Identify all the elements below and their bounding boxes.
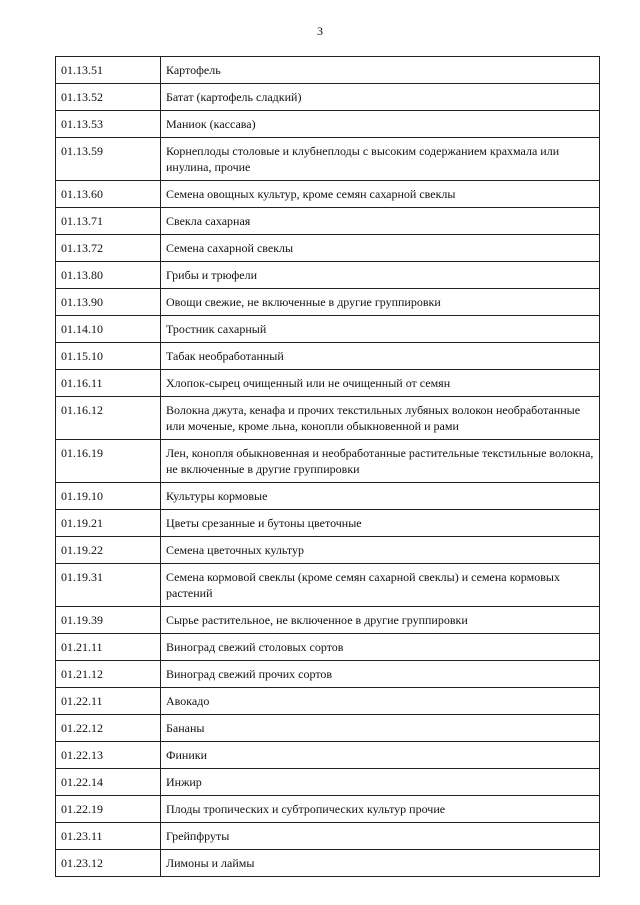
row-code: 01.13.59 xyxy=(56,138,161,181)
row-name: Сырье растительное, не включенное в другие группировки xyxy=(161,607,600,634)
table-row xyxy=(56,208,600,235)
table-row xyxy=(56,343,600,370)
row-name: Семена кормовой свеклы (кроме семян сахарной свеклы) и семена кормовых растений xyxy=(161,564,600,607)
table-row xyxy=(56,440,600,483)
table-body xyxy=(56,57,600,877)
row-code: 01.22.14 xyxy=(56,769,161,796)
row-name: Хлопок-сырец очищенный или не очищенный от семян xyxy=(161,370,600,397)
row-code: 01.13.71 xyxy=(56,208,161,235)
table-row xyxy=(56,823,600,850)
row-name: Бананы xyxy=(161,715,600,742)
row-code: 01.19.39 xyxy=(56,607,161,634)
table-row xyxy=(56,661,600,688)
table-row xyxy=(56,57,600,84)
row-code: 01.21.11 xyxy=(56,634,161,661)
row-name: Лимоны и лаймы xyxy=(161,850,600,877)
table-row xyxy=(56,510,600,537)
table-row xyxy=(56,370,600,397)
row-name: Овощи свежие, не включенные в другие группировки xyxy=(161,289,600,316)
row-code: 01.13.60 xyxy=(56,181,161,208)
row-name: Табак необработанный xyxy=(161,343,600,370)
table-row xyxy=(56,316,600,343)
table-row xyxy=(56,564,600,607)
row-code: 01.22.13 xyxy=(56,742,161,769)
table-row xyxy=(56,688,600,715)
row-name: Финики xyxy=(161,742,600,769)
row-code: 01.19.22 xyxy=(56,537,161,564)
row-name: Цветы срезанные и бутоны цветочные xyxy=(161,510,600,537)
table-row xyxy=(56,537,600,564)
table-row xyxy=(56,769,600,796)
table-row xyxy=(56,397,600,440)
table-row xyxy=(56,850,600,877)
row-name: Семена цветочных культур xyxy=(161,537,600,564)
classification-table xyxy=(55,56,600,877)
row-name: Виноград свежий столовых сортов xyxy=(161,634,600,661)
row-name: Маниок (кассава) xyxy=(161,111,600,138)
table-row xyxy=(56,262,600,289)
row-name: Грейпфруты xyxy=(161,823,600,850)
row-code: 01.16.11 xyxy=(56,370,161,397)
table-row xyxy=(56,181,600,208)
table-row xyxy=(56,289,600,316)
row-name: Батат (картофель сладкий) xyxy=(161,84,600,111)
row-code: 01.13.53 xyxy=(56,111,161,138)
table-row xyxy=(56,84,600,111)
table-row xyxy=(56,634,600,661)
table-row xyxy=(56,138,600,181)
row-name: Семена сахарной свеклы xyxy=(161,235,600,262)
row-code: 01.16.19 xyxy=(56,440,161,483)
row-code: 01.22.11 xyxy=(56,688,161,715)
row-code: 01.21.12 xyxy=(56,661,161,688)
table-row xyxy=(56,607,600,634)
row-name: Культуры кормовые xyxy=(161,483,600,510)
row-code: 01.22.12 xyxy=(56,715,161,742)
row-code: 01.23.12 xyxy=(56,850,161,877)
row-code: 01.13.72 xyxy=(56,235,161,262)
row-code: 01.22.19 xyxy=(56,796,161,823)
row-code: 01.13.52 xyxy=(56,84,161,111)
row-code: 01.13.90 xyxy=(56,289,161,316)
row-name: Картофель xyxy=(161,57,600,84)
row-name: Семена овощных культур, кроме семян сахарной свеклы xyxy=(161,181,600,208)
table-row xyxy=(56,742,600,769)
table-row xyxy=(56,483,600,510)
row-name: Волокна джута, кенафа и прочих текстильных лубяных волокон необработанные или моченые, кроме льна, конопли обыкновенной и рами xyxy=(161,397,600,440)
table-row xyxy=(56,111,600,138)
row-code: 01.13.80 xyxy=(56,262,161,289)
row-name: Авокадо xyxy=(161,688,600,715)
row-code: 01.14.10 xyxy=(56,316,161,343)
row-code: 01.19.31 xyxy=(56,564,161,607)
table-row xyxy=(56,235,600,262)
row-name: Плоды тропических и субтропических культур прочие xyxy=(161,796,600,823)
row-name: Виноград свежий прочих сортов xyxy=(161,661,600,688)
row-name: Грибы и трюфели xyxy=(161,262,600,289)
row-name: Лен, конопля обыкновенная и необработанные растительные текстильные волокна, не включенные в другие группировки xyxy=(161,440,600,483)
row-code: 01.13.51 xyxy=(56,57,161,84)
table-row xyxy=(56,796,600,823)
row-name: Тростник сахарный xyxy=(161,316,600,343)
row-name: Свекла сахарная xyxy=(161,208,600,235)
table-row xyxy=(56,715,600,742)
row-code: 01.23.11 xyxy=(56,823,161,850)
row-name: Инжир xyxy=(161,769,600,796)
page-number: 3 xyxy=(317,24,323,38)
row-code: 01.19.21 xyxy=(56,510,161,537)
row-code: 01.19.10 xyxy=(56,483,161,510)
row-code: 01.15.10 xyxy=(56,343,161,370)
row-name: Корнеплоды столовые и клубнеплоды с высоким содержанием крахмала или инулина, прочие xyxy=(161,138,600,181)
row-code: 01.16.12 xyxy=(56,397,161,440)
